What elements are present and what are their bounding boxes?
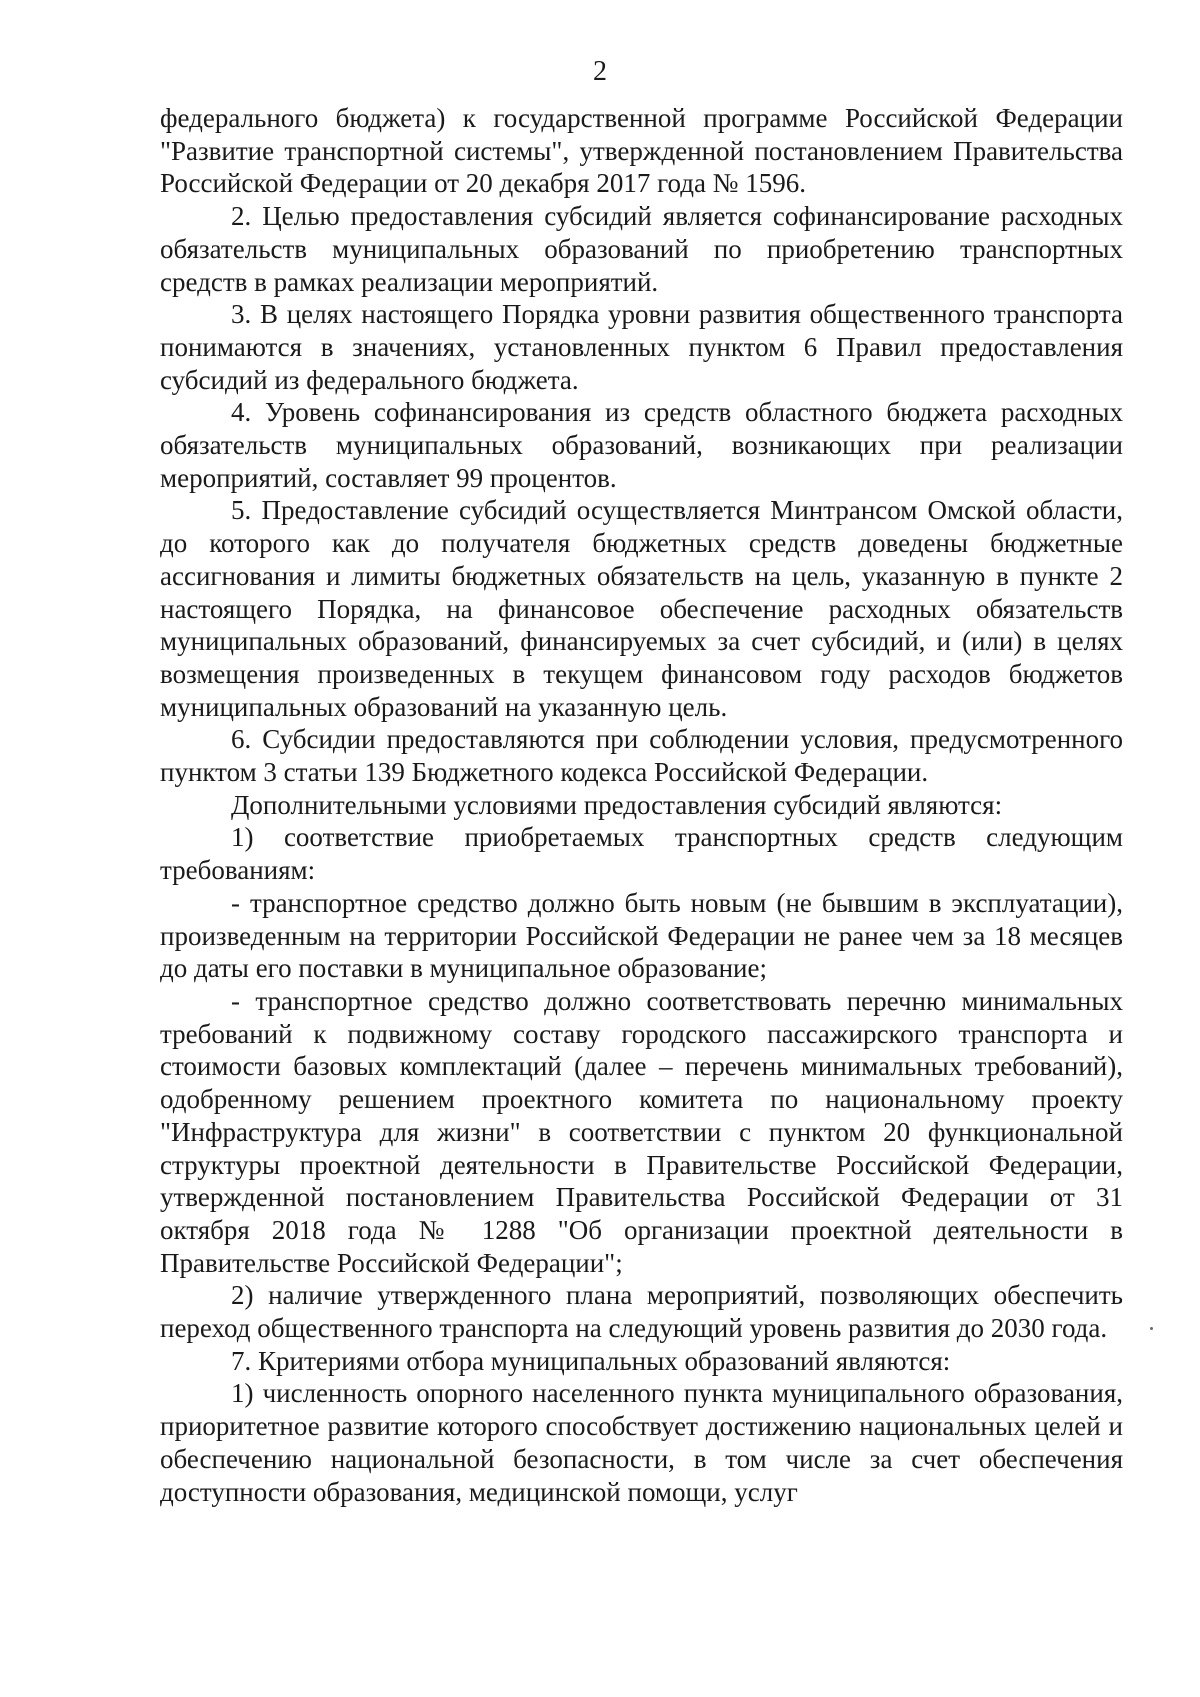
document-body: [160, 102, 1123, 1508]
paragraph-continuation: федерального бюджета) к государственной программе Российской Федерации "Развитие транспортной системы", утвержденной постановлением Правительства Российской Федерации от 20 декабря 2017 года № 1596.: [160, 103, 1123, 199]
paragraph-requirement-new-vehicle: - транспортное средство должно быть новым (не бывшим в эксплуатации), произведенным на территории Российской Федерации не ранее чем за 18 месяцев до даты его поставки в муниципальное образование;: [160, 887, 1123, 984]
paragraph-item-4: 4. Уровень софинансирования из средств областного бюджета расходных обязательств муниципальных образований, возникающих при реализации мероприятий, составляет 99 процентов.: [160, 397, 1123, 493]
paragraph-requirement-minimum-list: - транспортное средство должно соответствовать перечню минимальных требований к подвижному составу городского пассажирского транспорта и стоимости базовых комплектаций (далее – перечень минимальных требований), одобренному решением проектного комитета по национальному проекту "Инфраструктура для жизни" в соответствии с пунктом 20 функциональной структуры проектной деятельности в Правительстве Российской Федерации, утвержденной постановлением Правительства Российской Федерации от 31 октября 2018 года № 1288 "Об организации проектной деятельности в Правительстве Российской Федерации";: [160, 985, 1123, 1278]
paragraph-item-3: 3. В целях настоящего Порядка уровни развития общественного транспорта понимаются в значениях, установленных пунктом 6 Правил предоставления субсидий из федерального бюджета.: [160, 299, 1123, 395]
scan-speck: [1150, 1327, 1153, 1330]
paragraph-item-7: 7. Критериями отбора муниципальных образований являются:: [231, 1345, 951, 1376]
paragraph-condition-1: 1) соответствие приобретаемых транспортных средств следующим требованиям:: [160, 822, 1123, 886]
paragraph-item-6: 6. Субсидии предоставляются при соблюдении условия, предусмотренного пунктом 3 статьи 139 Бюджетного кодекса Российской Федерации.: [160, 724, 1123, 788]
paragraph-additional-conditions: Дополнительными условиями предоставления субсидий являются:: [231, 789, 1003, 820]
page-number: 2: [593, 56, 607, 87]
paragraph-criterion-1: 1) численность опорного населенного пункта муниципального образования, приоритетное развитие которого способствует достижению национальных целей и обеспечению национальной безопасности, в том числе за счет обеспечения доступности образования, медицинской помощи, услуг: [160, 1378, 1123, 1507]
paragraph-item-2: 2. Целью предоставления субсидий является софинансирование расходных обязательств муниципальных образований по приобретению транспортных средств в рамках реализации мероприятий.: [160, 201, 1123, 297]
paragraph-item-5: 5. Предоставление субсидий осуществляется Минтрансом Омской области, до которого как до получателя бюджетных средств доведены бюджетные ассигнования и лимиты бюджетных обязательств на цель, указанную в пункте 2 настоящего Порядка, на финансовое обеспечение расходных обязательств муниципальных образований, финансируемых за счет субсидий, и (или) в целях возмещения произведенных в текущем финансовом году расходов бюджетов муниципальных образований на указанную цель.: [160, 495, 1123, 722]
paragraph-condition-2: 2) наличие утвержденного плана мероприятий, позволяющих обеспечить переход общественного транспорта на следующий уровень развития до 2030 года.: [160, 1280, 1123, 1344]
